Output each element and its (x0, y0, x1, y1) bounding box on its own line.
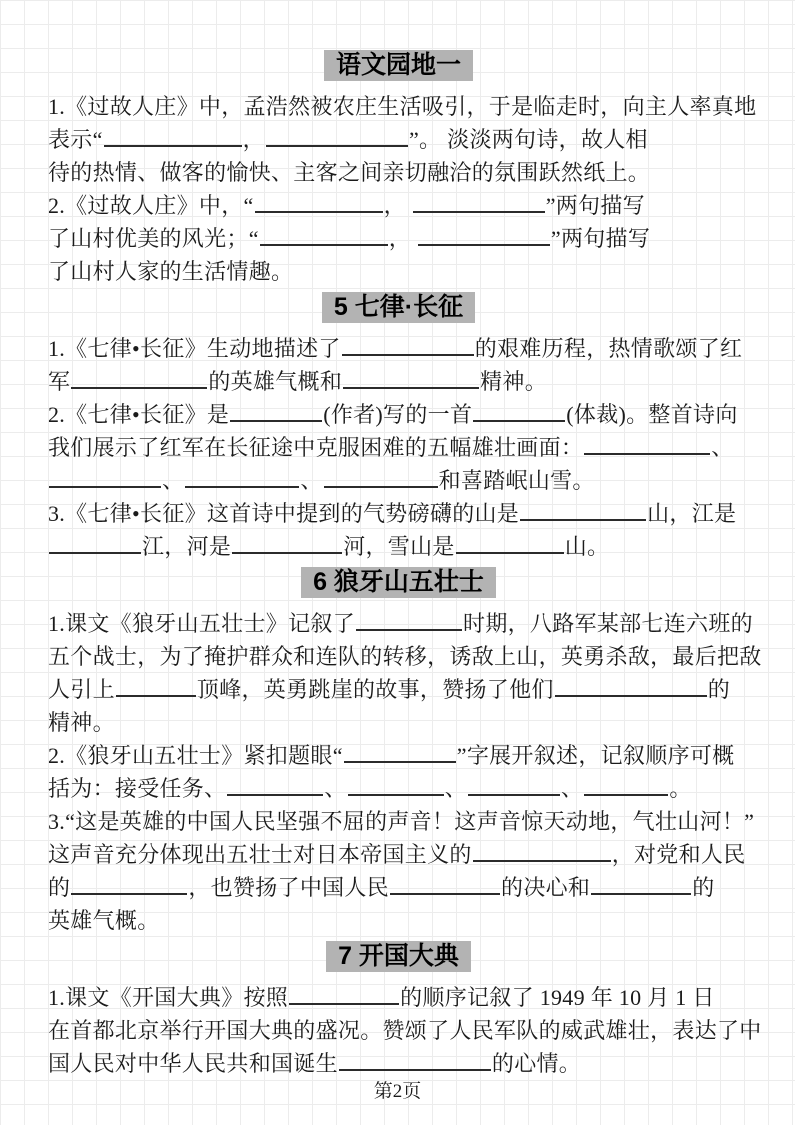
fill-in-blank (230, 416, 322, 422)
section-header (48, 567, 749, 602)
fill-in-blank (418, 240, 550, 246)
text-line (48, 706, 749, 739)
text-run: 2.《狼牙山五壮士》紧扣题眼“ (48, 743, 343, 768)
text-run: 英雄气概。 (48, 908, 160, 933)
fill-in-blank (255, 207, 383, 213)
text-run: 和喜踏岷山雪。 (438, 468, 595, 493)
text-run: 军 (48, 369, 71, 394)
text-run: 山。 (564, 534, 610, 559)
text-run: 、 (444, 776, 468, 801)
text-run: 这声音充分体现出五壮士对日本帝国主义的 (48, 842, 472, 867)
fill-in-blank (555, 691, 707, 697)
text-run: 表示“ (48, 127, 103, 152)
text-run: 1.《过故人庄》中，孟浩然被农庄生活吸引，于是临走时，向主人率真地 (48, 94, 757, 119)
text-line (48, 255, 749, 288)
section-header (48, 292, 749, 327)
fill-in-blank (339, 1065, 491, 1071)
text-line (48, 464, 749, 497)
section-header-label: 语文园地一 (324, 50, 473, 81)
text-run: 了山村人家的生活情趣。 (48, 259, 294, 284)
text-run: 的 (692, 875, 715, 900)
text-line (48, 838, 749, 871)
text-run: 1.《七律•长征》生动地描述了 (48, 336, 341, 361)
text-line (48, 365, 749, 398)
text-run: ，对党和人民 (611, 842, 746, 867)
fill-in-blank (456, 548, 564, 554)
text-run: 、 (324, 776, 347, 801)
text-run: 1.课文《开国大典》按照 (48, 985, 289, 1010)
fill-in-blank (584, 449, 710, 455)
fill-in-blank (289, 999, 399, 1005)
question-paragraph (48, 398, 749, 497)
text-run: 了山村优美的风光；“ (48, 226, 259, 251)
question-paragraph (48, 332, 749, 398)
text-run: 3.“这是英雄的中国人民坚强不屈的声音！这声音惊天动地，气壮山河！” (48, 809, 755, 834)
fill-in-blank (260, 240, 388, 246)
text-run: ， (242, 127, 265, 152)
question-paragraph (48, 497, 749, 563)
text-line (48, 673, 749, 706)
fill-in-blank (343, 383, 479, 389)
text-run: 、 (711, 435, 734, 460)
text-line (48, 530, 749, 563)
text-run: 时期，八路军某部七连六班的 (463, 611, 753, 636)
fill-in-blank (473, 856, 611, 862)
text-run: 的 (707, 677, 731, 702)
text-run: ， (383, 193, 412, 218)
text-line (48, 497, 749, 530)
fill-in-blank (520, 515, 646, 521)
text-run: 、 (162, 468, 185, 493)
fill-in-blank (49, 482, 161, 488)
text-run: 江，河是 (142, 534, 232, 559)
text-run: 待的热情、做客的愉快、主客之间亲切融洽的氛围跃然纸上。 (48, 160, 651, 185)
text-run: 1.课文《狼牙山五壮士》记叙了 (48, 611, 356, 636)
fill-in-blank (266, 141, 408, 147)
fill-in-blank (185, 482, 299, 488)
text-line (48, 904, 749, 937)
text-run: (体裁)。整首诗向 (566, 402, 738, 427)
text-line (48, 431, 749, 464)
text-run: 在首都北京举行开国大典的盛况。赞颂了人民军队的威武雄壮，表达了中 (48, 1018, 762, 1043)
text-line (48, 222, 749, 255)
text-line (48, 90, 757, 123)
text-run: 的艰难历程，热情歌颂了红 (474, 336, 743, 361)
text-line (48, 772, 749, 805)
section-header-label: 6 狼牙山五壮士 (301, 567, 496, 598)
question-paragraph (48, 189, 749, 288)
fill-in-blank (71, 889, 187, 895)
text-run: 2.《过故人庄》中，“ (48, 193, 254, 218)
fill-in-blank (232, 548, 342, 554)
text-run: 我们展示了红军在长征途中克服困难的五幅雄壮画面： (48, 435, 584, 460)
fill-in-blank (413, 207, 545, 213)
text-line (48, 805, 755, 838)
question-paragraph (48, 981, 762, 1080)
text-run: 、 (561, 776, 584, 801)
fill-in-blank (348, 790, 444, 796)
fill-in-blank (116, 691, 196, 697)
text-line (48, 398, 749, 431)
fill-in-blank (468, 790, 560, 796)
fill-in-blank (473, 416, 565, 422)
text-run: 五个战士，为了掩护群众和连队的转移，诱敌上山，英勇杀敌，最后把敌 (48, 644, 762, 669)
question-paragraph (48, 607, 762, 739)
worksheet-content (48, 50, 762, 1080)
text-line (48, 640, 762, 673)
text-run: 3.《七律•长征》这首诗中提到的气势磅礴的山是 (48, 501, 520, 526)
question-paragraph (48, 739, 749, 805)
text-run: ， (388, 226, 417, 251)
text-line (48, 981, 749, 1014)
text-run: 顶峰，英勇跳崖的故事，赞扬了他们 (196, 677, 554, 702)
fill-in-blank (591, 889, 691, 895)
text-run: 的心情。 (491, 1051, 582, 1076)
text-run: ”字展开叙述，记叙顺序可概 (456, 743, 735, 768)
text-run: 山，江是 (647, 501, 737, 526)
text-run: ，也赞扬了中国人民 (188, 875, 390, 900)
text-run: 人引上 (48, 677, 115, 702)
question-paragraph (48, 805, 755, 937)
section-header-label: 5 七律·长征 (322, 292, 475, 323)
text-line (48, 607, 753, 640)
text-run: 括为：接受任务、 (48, 776, 227, 801)
text-line (48, 123, 749, 156)
section-header (48, 941, 749, 976)
text-line (48, 1014, 762, 1047)
question-paragraph (48, 90, 757, 189)
text-run: ”两句描写 (550, 226, 651, 251)
text-run: 的英雄气概和 (208, 369, 343, 394)
text-run: 2.《七律•长征》是 (48, 402, 230, 427)
text-line (48, 156, 749, 189)
page-number: 第2页 (373, 1081, 422, 1102)
text-run: ”两句描写 (545, 193, 645, 218)
text-run: 的顺序记叙了 1949 年 10 月 1 日 (400, 985, 715, 1010)
text-line (48, 189, 749, 222)
text-line (48, 871, 749, 904)
text-run: 河，雪山是 (343, 534, 455, 559)
section-header-label: 7 开国大典 (326, 941, 471, 972)
fill-in-blank (227, 790, 323, 796)
text-run: ”。 淡淡两句诗，故人相 (408, 127, 648, 152)
text-run: 国人民对中华人民共和国诞生 (48, 1051, 338, 1076)
fill-in-blank (324, 482, 438, 488)
text-run: 的决心和 (501, 875, 591, 900)
text-line (48, 739, 749, 772)
fill-in-blank (584, 790, 668, 796)
section-header (48, 50, 749, 85)
fill-in-blank (356, 625, 462, 631)
fill-in-blank (71, 383, 207, 389)
text-run: 精神。 (48, 710, 115, 735)
text-run: 、 (300, 468, 323, 493)
text-run: 的 (48, 875, 71, 900)
text-run: 精神。 (480, 369, 548, 394)
text-run: (作者)写的一首 (323, 402, 473, 427)
fill-in-blank (104, 141, 242, 147)
text-line (48, 332, 749, 365)
fill-in-blank (344, 757, 456, 763)
text-run: 。 (669, 776, 692, 801)
fill-in-blank (390, 889, 500, 895)
fill-in-blank (342, 350, 474, 356)
fill-in-blank (49, 548, 141, 554)
